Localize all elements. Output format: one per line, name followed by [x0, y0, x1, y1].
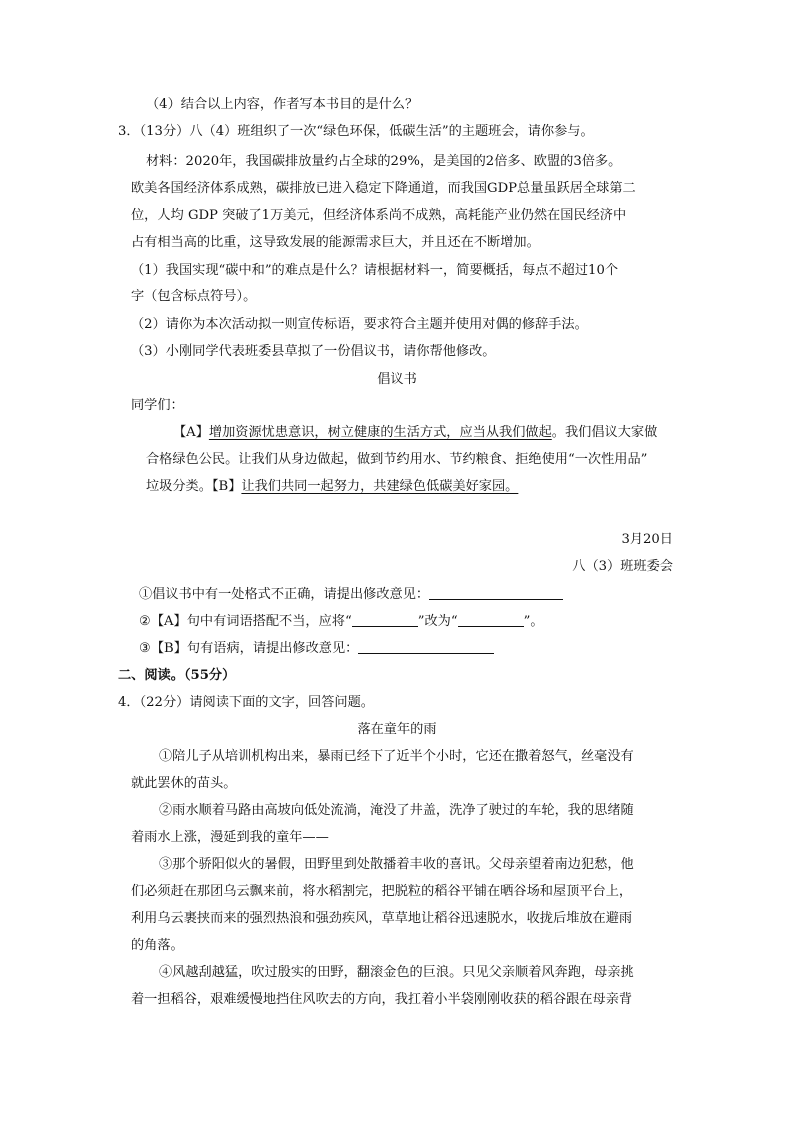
task-2 [139, 612, 544, 632]
sentence-a: 增加资源忧患意识，树立健康的生活方式，应当从我们做起 [208, 425, 552, 440]
paragraph-3-line-2: 们必须赶在那团乌云飘来前，将水稻割完，把脱粒的稻谷平铺在晒谷场和屋顶平台上， [131, 884, 633, 899]
paragraph-4-line-1: ④风越刮越猛，吹过殷实的田野，翻滚金色的巨浪。只见父亲顺着风奔跑，母亲挑 [159, 965, 634, 980]
material-line-1: 材料：2020年，我国碳排放量约占全球的29%，是美国的2倍多、欧盟的3倍多。 [146, 154, 622, 169]
material-line-2: 欧美各国经济体系成熟，碳排放已进入稳定下降通道，而我国GDP总量虽跃居全球第二 [131, 181, 636, 196]
task-1-text: ①倡议书中有一处格式不正确，请提出修改意见： [139, 587, 430, 602]
letter-date: 3月20日 [621, 532, 673, 547]
letter-line-1 [173, 423, 657, 443]
sub-question-3: （3）小刚同学代表班委县草拟了一份倡议书，请你帮他修改。 [131, 344, 496, 359]
paragraph-1-line-2: 就此罢休的苗头。 [131, 776, 237, 791]
letter-line-2: 合格绿色公民。让我们从身边做起，做到节约用水、节约粮食、拒绝使用“一次性用品” [146, 452, 648, 467]
passage-title: 落在童年的雨 [357, 722, 437, 737]
sub-question-2: （2）请你为本次活动拟一则宣传标语，要求符合主题并使用对偶的修辞手法。 [131, 317, 588, 332]
letter-line-3-pre: 垃圾分类。 [146, 479, 212, 494]
question-3-header: 3．（13分）八（4）班组织了一次“绿色环保，低碳生活”的主题班会，请你参与。 [118, 124, 594, 139]
question-2-4: （4）结合以上内容，作者写本书目的是什么？ [146, 97, 419, 112]
task-2-mid: ”改为“ [417, 614, 458, 629]
paragraph-1-line-1: ①陪儿子从培训机构出来，暴雨已经下了近半个小时，它还在撒着怒气，丝毫没有 [159, 749, 634, 764]
sentence-b: 让我们共同一起努力，共建绿色低碳美好家园。 [241, 479, 519, 494]
letter-line-3 [146, 477, 518, 497]
paragraph-3-line-4: 的角落。 [131, 938, 184, 953]
letter-line-1-rest: 。我们倡议大家做 [551, 425, 658, 440]
letter-salutation: 同学们： [131, 398, 184, 413]
task-2-end: ”。 [523, 614, 544, 629]
answer-blank-2a[interactable] [352, 612, 418, 627]
paragraph-3-line-3: 利用乌云裹挟而来的强烈热浪和强劲疾风，草草地让稻谷迅速脱水，收拢后堆放在避雨 [131, 911, 633, 926]
task-1 [139, 585, 563, 605]
task-3-text: ③【B】句有语病，请提出修改意见： [139, 641, 359, 656]
letter-signature: 八（3）班班委会 [572, 559, 673, 574]
marker-b: 【B】 [211, 479, 242, 494]
section-2-heading: 二、阅读。（55分） [118, 668, 236, 683]
paragraph-4-line-2: 着一担稻谷，艰难缓慢地挡住风吹去的方向，我扛着小半袋刚刚收获的稻谷跟在母亲背 [131, 992, 633, 1007]
answer-blank-1[interactable] [429, 585, 563, 600]
paragraph-2-line-1: ②雨水顺着马路由高坡向低处流淌，淹没了井盖，洗净了驶过的车轮，我的思绪随 [159, 803, 634, 818]
answer-blank-2b[interactable] [458, 612, 524, 627]
marker-a: 【A】 [173, 425, 209, 440]
material-line-3: 位，人均 GDP 突破了1万美元，但经济体系尚不成熟，高耗能产业仍然在国民经济中 [131, 208, 627, 223]
task-2-pre: ②【A】句中有词语搭配不当，应将“ [139, 614, 352, 629]
task-3 [139, 639, 494, 659]
sub-question-1-line-1: （1）我国实现“碳中和”的难点是什么？请根据材料一，简要概括，每点不超过10个 [131, 263, 619, 278]
answer-blank-3[interactable] [358, 639, 494, 654]
question-4-header: 4．（22分）请阅读下面的文字，回答问题。 [118, 695, 374, 710]
paragraph-2-line-2: 着雨水上涨，漫延到我的童年—— [131, 830, 329, 845]
paragraph-3-line-1: ③那个骄阳似火的暑假，田野里到处散播着丰收的喜讯。父母亲望着南边犯愁，他 [159, 857, 634, 872]
letter-title: 倡议书 [377, 372, 417, 387]
sub-question-1-line-2: 字（包含标点符号）。 [131, 289, 257, 304]
material-line-4: 占有相当高的比重，这导致发展的能源需求巨大，并且还在不断增加。 [131, 235, 540, 250]
